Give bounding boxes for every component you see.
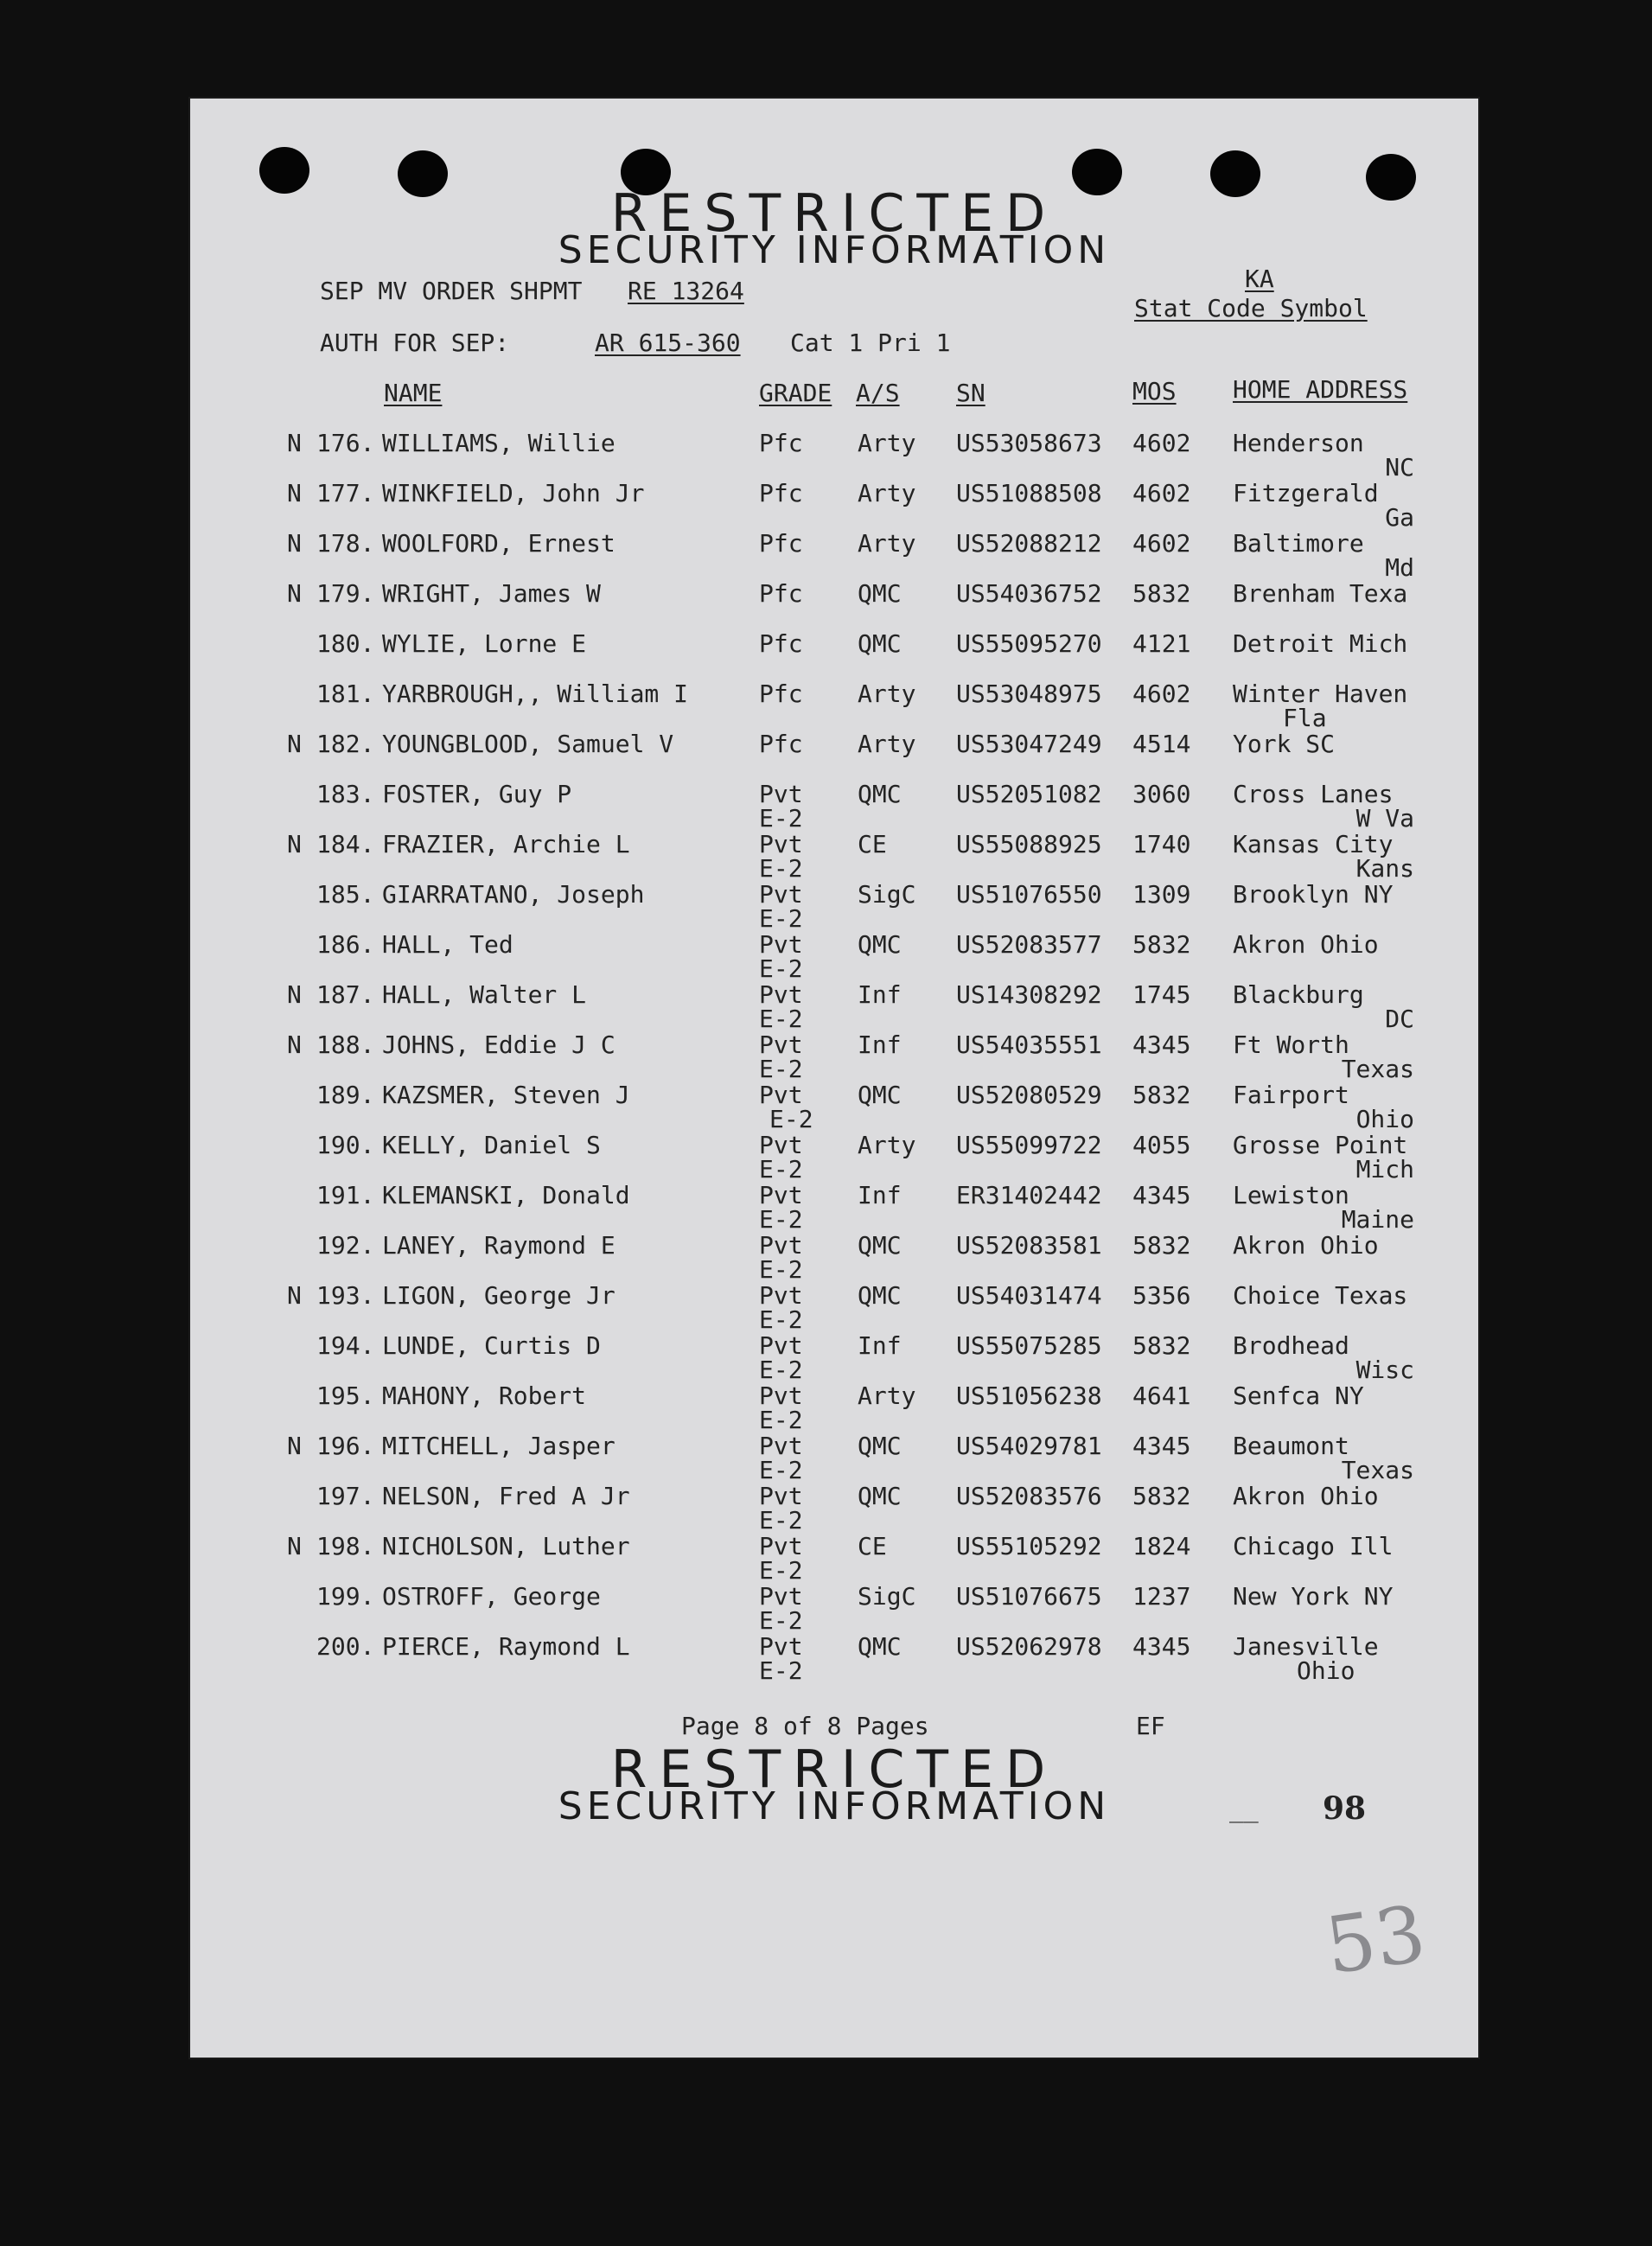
row-number: 188.	[316, 1030, 375, 1059]
row-number: 196.	[316, 1432, 375, 1460]
row-arm-service: Inf	[858, 1331, 902, 1360]
row-home: Winter Haven	[1233, 680, 1408, 708]
order-value: RE 13264	[628, 277, 744, 305]
row-grade-2: E-2	[769, 1105, 813, 1133]
row-grade: Pvt	[759, 880, 803, 909]
row-serial-number: US52080529	[956, 1081, 1102, 1109]
row-home: Cross Lanes	[1233, 780, 1394, 808]
row-number: 197.	[316, 1482, 375, 1510]
row-mos: 4602	[1132, 680, 1191, 708]
row-grade-2: E-2	[759, 1606, 803, 1635]
row-number: 177.	[316, 479, 375, 507]
row-mos: 3060	[1132, 780, 1191, 808]
header-as: A/S	[856, 379, 900, 407]
row-number: 192.	[316, 1231, 375, 1260]
row-home: York SC	[1233, 730, 1336, 758]
row-serial-number: US52083576	[956, 1482, 1102, 1510]
row-name: MITCHELL, Jasper	[382, 1432, 616, 1460]
roster-row	[188, 832, 1480, 882]
row-number: 189.	[316, 1081, 375, 1109]
row-grade: Pvt	[759, 1432, 803, 1460]
roster-row	[188, 882, 1480, 932]
row-serial-number: ER31402442	[956, 1181, 1102, 1209]
row-number: 178.	[316, 529, 375, 558]
row-grade: Pvt	[759, 980, 803, 1009]
row-name: YOUNGBLOOD, Samuel V	[382, 730, 674, 758]
roster-row	[188, 1634, 1480, 1684]
row-arm-service: QMC	[858, 579, 902, 608]
row-grade: Pvt	[759, 1231, 803, 1260]
row-grade: Pvt	[759, 1632, 803, 1661]
row-number: 180.	[316, 629, 375, 658]
header-grade: GRADE	[759, 379, 832, 407]
row-home: Blackburg	[1233, 980, 1364, 1009]
row-mark: N	[287, 1030, 302, 1059]
row-home-2: Wisc	[1355, 1356, 1414, 1384]
row-number: 185.	[316, 880, 375, 909]
footer-page-number: 98	[1323, 1790, 1367, 1827]
row-home: Lewiston	[1233, 1181, 1349, 1209]
row-home-2: Md	[1385, 553, 1414, 582]
row-mos: 1309	[1132, 880, 1191, 909]
row-number: 183.	[316, 780, 375, 808]
row-grade-2: E-2	[759, 954, 803, 983]
row-home-2: Kans	[1355, 854, 1414, 883]
row-serial-number: US51076550	[956, 880, 1102, 909]
row-mark: N	[287, 1532, 302, 1560]
row-home-2: Texas	[1341, 1055, 1414, 1083]
row-mos: 4055	[1132, 1131, 1191, 1159]
row-mos: 5832	[1132, 1081, 1191, 1109]
roster-row	[188, 1333, 1480, 1383]
stamp-restricted-top: RESTRICTED	[610, 183, 1058, 244]
row-number: 195.	[316, 1381, 375, 1410]
row-grade-2: E-2	[759, 1205, 803, 1234]
stat-code-label: Stat Code Symbol	[1134, 294, 1368, 322]
row-name: FRAZIER, Archie L	[382, 830, 630, 858]
row-mark: N	[287, 980, 302, 1009]
row-grade-2: E-2	[759, 1255, 803, 1284]
row-serial-number: US52051082	[956, 780, 1102, 808]
row-mos: 4345	[1132, 1181, 1191, 1209]
row-serial-number: US51056238	[956, 1381, 1102, 1410]
row-home-2: Ohio	[1297, 1656, 1355, 1685]
row-arm-service: Arty	[858, 730, 916, 758]
handwritten-number: 53	[1320, 1888, 1432, 1993]
row-arm-service: QMC	[858, 1081, 902, 1109]
row-serial-number: US54035551	[956, 1030, 1102, 1059]
row-arm-service: QMC	[858, 1632, 902, 1661]
row-grade: Pvt	[759, 1331, 803, 1360]
row-number: 187.	[316, 980, 375, 1009]
stat-code: KA	[1245, 265, 1274, 293]
row-number: 179.	[316, 579, 375, 608]
row-grade-2: E-2	[759, 1155, 803, 1184]
row-mos: 4602	[1132, 479, 1191, 507]
row-name: WILLIAMS, Willie	[382, 429, 616, 457]
row-name: WOOLFORD, Ernest	[382, 529, 616, 558]
row-name: NICHOLSON, Luther	[382, 1532, 630, 1560]
row-arm-service: SigC	[858, 880, 916, 909]
auth-label: AUTH FOR SEP:	[320, 329, 510, 357]
row-mos: 1824	[1132, 1532, 1191, 1560]
row-grade: Pfc	[759, 680, 803, 708]
row-number: 193.	[316, 1281, 375, 1310]
row-serial-number: US52083581	[956, 1231, 1102, 1260]
row-home-2: DC	[1385, 1005, 1414, 1033]
roster-row	[188, 982, 1480, 1032]
row-number: 181.	[316, 680, 375, 708]
row-home-2: Texas	[1341, 1456, 1414, 1484]
row-arm-service: Arty	[858, 479, 916, 507]
row-grade: Pfc	[759, 579, 803, 608]
roster-row	[188, 1183, 1480, 1233]
row-mos: 5832	[1132, 1482, 1191, 1510]
row-serial-number: US55105292	[956, 1532, 1102, 1560]
row-name: WINKFIELD, John Jr	[382, 479, 645, 507]
row-serial-number: US52062978	[956, 1632, 1102, 1661]
row-home: Senfca NY	[1233, 1381, 1364, 1410]
row-home-2: Ga	[1385, 503, 1414, 532]
row-name: WYLIE, Lorne E	[382, 629, 587, 658]
row-mark: N	[287, 830, 302, 858]
row-home: Fairport	[1233, 1081, 1349, 1109]
roster-row	[188, 481, 1480, 531]
row-serial-number: US53048975	[956, 680, 1102, 708]
row-serial-number: US51076675	[956, 1582, 1102, 1611]
row-grade: Pvt	[759, 1030, 803, 1059]
row-home: Janesville	[1233, 1632, 1379, 1661]
row-home-2: Maine	[1341, 1205, 1414, 1234]
row-mos: 4641	[1132, 1381, 1191, 1410]
row-arm-service: SigC	[858, 1582, 916, 1611]
row-grade-2: E-2	[759, 1005, 803, 1033]
row-grade-2: E-2	[759, 804, 803, 833]
row-mark: N	[287, 730, 302, 758]
row-grade: Pvt	[759, 1131, 803, 1159]
row-grade: Pfc	[759, 529, 803, 558]
row-number: 184.	[316, 830, 375, 858]
row-arm-service: Arty	[858, 680, 916, 708]
row-number: 176.	[316, 429, 375, 457]
row-serial-number: US54029781	[956, 1432, 1102, 1460]
row-number: 186.	[316, 930, 375, 959]
stamp-security-bottom: SECURITY INFORMATION	[558, 1784, 1111, 1828]
row-home: Henderson	[1233, 429, 1364, 457]
row-grade: Pvt	[759, 1281, 803, 1310]
row-home-2: W Va	[1355, 804, 1414, 833]
row-grade: Pvt	[759, 1381, 803, 1410]
row-mos: 5832	[1132, 1331, 1191, 1360]
row-arm-service: QMC	[858, 1482, 902, 1510]
row-name: LANEY, Raymond E	[382, 1231, 616, 1260]
header-mos: MOS	[1132, 377, 1177, 405]
row-name: KLEMANSKI, Donald	[382, 1181, 630, 1209]
row-mos: 4345	[1132, 1432, 1191, 1460]
row-home: Ft Worth	[1233, 1030, 1349, 1059]
roster-row	[188, 1584, 1480, 1634]
order-label: SEP MV ORDER SHPMT	[320, 277, 583, 305]
footer-dash: __	[1229, 1795, 1259, 1823]
roster-row	[188, 1082, 1480, 1133]
roster-row	[188, 1032, 1480, 1082]
row-grade: Pvt	[759, 930, 803, 959]
row-mos: 4514	[1132, 730, 1191, 758]
roster-row	[188, 782, 1480, 832]
row-name: LIGON, George Jr	[382, 1281, 616, 1310]
row-mark: N	[287, 1432, 302, 1460]
row-home: Chicago Ill	[1233, 1532, 1394, 1560]
row-grade-2: E-2	[759, 1055, 803, 1083]
row-home-2: Fla	[1283, 704, 1327, 732]
row-name: NELSON, Fred A Jr	[382, 1482, 630, 1510]
row-grade: Pvt	[759, 780, 803, 808]
row-name: HALL, Ted	[382, 930, 513, 959]
row-serial-number: US54036752	[956, 579, 1102, 608]
row-grade: Pvt	[759, 1081, 803, 1109]
roster-row	[188, 431, 1480, 481]
row-mos: 5832	[1132, 930, 1191, 959]
row-serial-number: US55099722	[956, 1131, 1102, 1159]
roster-row	[188, 1133, 1480, 1183]
header-sn: SN	[956, 379, 985, 407]
row-home-2: Mich	[1355, 1155, 1414, 1184]
header-home-address: HOME ADDRESS	[1233, 375, 1408, 404]
row-home: Beaumont	[1233, 1432, 1349, 1460]
row-name: LUNDE, Curtis D	[382, 1331, 601, 1360]
row-serial-number: US52088212	[956, 529, 1102, 558]
row-number: 182.	[316, 730, 375, 758]
row-grade-2: E-2	[759, 854, 803, 883]
row-name: PIERCE, Raymond L	[382, 1632, 630, 1661]
row-mos: 1237	[1132, 1582, 1191, 1611]
row-arm-service: Inf	[858, 980, 902, 1009]
row-arm-service: QMC	[858, 930, 902, 959]
row-arm-service: QMC	[858, 1432, 902, 1460]
row-arm-service: QMC	[858, 629, 902, 658]
roster-row	[188, 1534, 1480, 1584]
row-mos: 5832	[1132, 579, 1191, 608]
row-name: KELLY, Daniel S	[382, 1131, 601, 1159]
row-name: WRIGHT, James W	[382, 579, 601, 608]
row-name: YARBROUGH,, William I	[382, 680, 689, 708]
row-mos: 4602	[1132, 529, 1191, 558]
row-mark: N	[287, 429, 302, 457]
row-arm-service: Inf	[858, 1181, 902, 1209]
row-home: Akron Ohio	[1233, 1482, 1379, 1510]
roster-row	[188, 731, 1480, 782]
row-mos: 1740	[1132, 830, 1191, 858]
row-serial-number: US52083577	[956, 930, 1102, 959]
row-arm-service: Arty	[858, 529, 916, 558]
row-name: OSTROFF, George	[382, 1582, 601, 1611]
row-number: 190.	[316, 1131, 375, 1159]
row-mos: 5832	[1132, 1231, 1191, 1260]
row-mark: N	[287, 529, 302, 558]
row-number: 200.	[316, 1632, 375, 1661]
row-grade: Pfc	[759, 629, 803, 658]
row-arm-service: QMC	[858, 1281, 902, 1310]
stamp-security-top: SECURITY INFORMATION	[558, 228, 1111, 272]
row-mos: 4345	[1132, 1030, 1191, 1059]
row-arm-service: Arty	[858, 1381, 916, 1410]
auth-value: AR 615-360	[595, 329, 741, 357]
row-home: Kansas City	[1233, 830, 1394, 858]
row-grade-2: E-2	[759, 1406, 803, 1434]
row-home: Brodhead	[1233, 1331, 1349, 1360]
stamp-restricted-bottom: RESTRICTED	[610, 1739, 1058, 1800]
row-serial-number: US14308292	[956, 980, 1102, 1009]
row-name: KAZSMER, Steven J	[382, 1081, 630, 1109]
row-home: Baltimore	[1233, 529, 1364, 558]
row-grade: Pfc	[759, 429, 803, 457]
row-grade: Pvt	[759, 1532, 803, 1560]
row-mark: N	[287, 579, 302, 608]
row-serial-number: US53047249	[956, 730, 1102, 758]
row-mark: N	[287, 479, 302, 507]
roster-row	[188, 531, 1480, 581]
row-arm-service: Inf	[858, 1030, 902, 1059]
row-home: Fitzgerald	[1233, 479, 1379, 507]
row-grade-2: E-2	[759, 904, 803, 933]
row-number: 191.	[316, 1181, 375, 1209]
auth-category: Cat 1 Pri 1	[790, 329, 951, 357]
row-grade-2: E-2	[759, 1656, 803, 1685]
row-name: JOHNS, Eddie J C	[382, 1030, 616, 1059]
row-grade-2: E-2	[759, 1305, 803, 1334]
row-serial-number: US55075285	[956, 1331, 1102, 1360]
row-arm-service: Arty	[858, 429, 916, 457]
row-arm-service: QMC	[858, 780, 902, 808]
roster-row	[188, 932, 1480, 982]
row-mos: 5356	[1132, 1281, 1191, 1310]
row-name: HALL, Walter L	[382, 980, 587, 1009]
row-serial-number: US55095270	[956, 629, 1102, 658]
row-home: Brenham Texa	[1233, 579, 1408, 608]
footer-page-count: Page 8 of 8 Pages	[681, 1712, 929, 1740]
footer-initials: EF	[1136, 1712, 1165, 1740]
row-grade: Pfc	[759, 479, 803, 507]
row-arm-service: CE	[858, 830, 887, 858]
row-home: Choice Texas	[1233, 1281, 1408, 1310]
row-mark: N	[287, 1281, 302, 1310]
roster-row	[188, 1433, 1480, 1484]
row-number: 194.	[316, 1331, 375, 1360]
row-mos: 1745	[1132, 980, 1191, 1009]
roster-row	[188, 1233, 1480, 1283]
row-arm-service: QMC	[858, 1231, 902, 1260]
document-page	[188, 97, 1480, 2059]
row-mos: 4345	[1132, 1632, 1191, 1661]
roster-row	[188, 681, 1480, 731]
row-mos: 4602	[1132, 429, 1191, 457]
row-home-2: NC	[1385, 453, 1414, 482]
row-grade-2: E-2	[759, 1556, 803, 1585]
row-grade: Pvt	[759, 1482, 803, 1510]
row-grade-2: E-2	[759, 1506, 803, 1535]
row-name: GIARRATANO, Joseph	[382, 880, 645, 909]
row-grade: Pvt	[759, 1181, 803, 1209]
roster-row	[188, 1283, 1480, 1333]
row-grade: Pvt	[759, 830, 803, 858]
row-serial-number: US55088925	[956, 830, 1102, 858]
row-home: Grosse Point	[1233, 1131, 1408, 1159]
row-name: FOSTER, Guy P	[382, 780, 572, 808]
row-arm-service: CE	[858, 1532, 887, 1560]
roster-row	[188, 1383, 1480, 1433]
row-mos: 4121	[1132, 629, 1191, 658]
row-serial-number: US51088508	[956, 479, 1102, 507]
row-number: 199.	[316, 1582, 375, 1611]
row-serial-number: US54031474	[956, 1281, 1102, 1310]
row-grade-2: E-2	[759, 1456, 803, 1484]
row-home: Brooklyn NY	[1233, 880, 1394, 909]
row-home-2: Ohio	[1355, 1105, 1414, 1133]
row-arm-service: Arty	[858, 1131, 916, 1159]
roster-row	[188, 581, 1480, 631]
row-number: 198.	[316, 1532, 375, 1560]
row-serial-number: US53058673	[956, 429, 1102, 457]
roster-row	[188, 631, 1480, 681]
row-grade-2: E-2	[759, 1356, 803, 1384]
row-home: Detroit Mich	[1233, 629, 1408, 658]
row-grade: Pvt	[759, 1582, 803, 1611]
row-home: Akron Ohio	[1233, 930, 1379, 959]
row-grade: Pfc	[759, 730, 803, 758]
roster-row	[188, 1484, 1480, 1534]
header-name: NAME	[384, 379, 443, 407]
row-name: MAHONY, Robert	[382, 1381, 587, 1410]
row-home: New York NY	[1233, 1582, 1394, 1611]
row-home: Akron Ohio	[1233, 1231, 1379, 1260]
